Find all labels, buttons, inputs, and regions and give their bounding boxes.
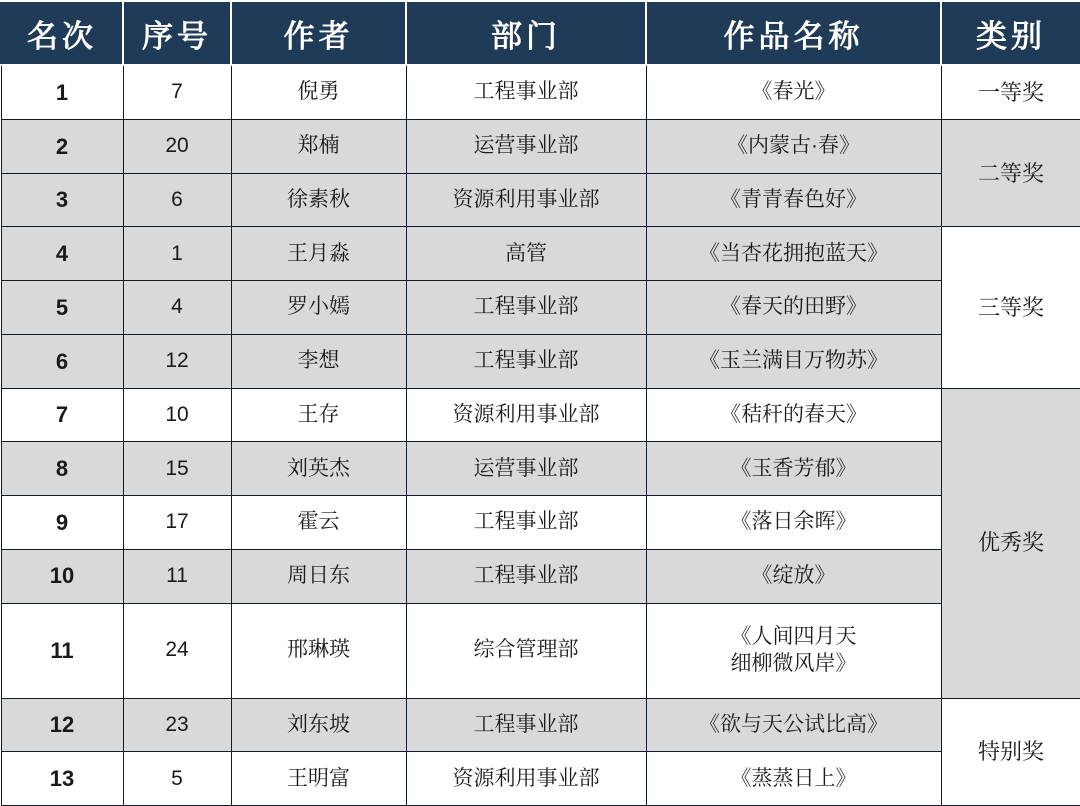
- header-row: [1, 1, 1080, 65]
- cell-author: 周日东: [231, 549, 406, 603]
- column-header-category: 类别: [941, 1, 1080, 65]
- cell-department: 工程事业部: [406, 549, 646, 603]
- work-title-line: 《玉香芳郁》: [730, 456, 857, 480]
- work-title-line: 《人间四月天: [730, 625, 857, 649]
- cell-number: 4: [123, 281, 231, 335]
- cell-category: 优秀奖: [941, 388, 1080, 698]
- cell-rank: 11: [1, 603, 123, 698]
- table-row: [1, 442, 1080, 496]
- work-title-line: 《玉兰满目万物苏》: [699, 349, 888, 373]
- cell-category: 三等奖: [941, 227, 1080, 388]
- cell-rank: 6: [1, 334, 123, 388]
- column-header-author: 作者: [231, 1, 406, 65]
- cell-author: 刘英杰: [231, 442, 406, 496]
- cell-rank: 5: [1, 281, 123, 335]
- cell-work-title: [646, 698, 941, 752]
- cell-category: 一等奖: [941, 65, 1080, 120]
- work-title-line: 《青青春色好》: [720, 187, 867, 211]
- cell-rank: 13: [1, 752, 123, 806]
- cell-author: 倪勇: [231, 65, 406, 120]
- cell-work-title: [646, 65, 941, 120]
- cell-number: 7: [123, 65, 231, 120]
- cell-category: 二等奖: [941, 120, 1080, 227]
- cell-author: 霍云: [231, 496, 406, 550]
- table-body: [1, 65, 1080, 806]
- cell-rank: 7: [1, 388, 123, 442]
- work-title-line: 《蒸蒸日上》: [730, 766, 857, 790]
- cell-author: 王明富: [231, 752, 406, 806]
- work-title-line: 《落日余晖》: [730, 510, 857, 534]
- cell-rank: 8: [1, 442, 123, 496]
- table-row: [1, 752, 1080, 806]
- cell-author: 王月淼: [231, 227, 406, 281]
- cell-department: 工程事业部: [406, 334, 646, 388]
- cell-work-title: [646, 603, 941, 698]
- work-title-line: 《欲与天公试比高》: [699, 712, 888, 736]
- work-title-line: 《绽放》: [751, 564, 836, 588]
- cell-department: 综合管理部: [406, 603, 646, 698]
- cell-department: 资源利用事业部: [406, 752, 646, 806]
- column-header-number: 序号: [123, 1, 231, 65]
- cell-author: 徐素秋: [231, 173, 406, 227]
- cell-author: 李想: [231, 334, 406, 388]
- cell-work-title: [646, 549, 941, 603]
- work-title-line: 《春光》: [751, 80, 836, 104]
- column-header-department: 部门: [406, 1, 646, 65]
- cell-department: 运营事业部: [406, 442, 646, 496]
- table-row: [1, 603, 1080, 698]
- cell-department: 资源利用事业部: [406, 173, 646, 227]
- cell-rank: 4: [1, 227, 123, 281]
- cell-rank: 12: [1, 698, 123, 752]
- work-title-line: 《秸秆的春天》: [720, 402, 867, 426]
- cell-department: 工程事业部: [406, 65, 646, 120]
- cell-number: 12: [123, 334, 231, 388]
- table-row: [1, 120, 1080, 174]
- cell-department: 工程事业部: [406, 698, 646, 752]
- cell-work-title: [646, 752, 941, 806]
- cell-number: 10: [123, 388, 231, 442]
- cell-department: 运营事业部: [406, 120, 646, 174]
- cell-rank: 10: [1, 549, 123, 603]
- cell-work-title: [646, 227, 941, 281]
- table-row: [1, 173, 1080, 227]
- table-row: [1, 227, 1080, 281]
- table-row: [1, 496, 1080, 550]
- cell-work-title: [646, 496, 941, 550]
- cell-work-title: [646, 334, 941, 388]
- work-title-line: 《当杏花拥抱蓝天》: [699, 241, 888, 265]
- cell-number: 17: [123, 496, 231, 550]
- work-title-line: 《春天的田野》: [720, 295, 867, 319]
- cell-work-title: [646, 120, 941, 174]
- cell-department: 工程事业部: [406, 281, 646, 335]
- cell-rank: 2: [1, 120, 123, 174]
- table-row: [1, 698, 1080, 752]
- table-header: [1, 1, 1080, 65]
- cell-work-title: [646, 281, 941, 335]
- table-row: [1, 281, 1080, 335]
- column-header-work-title: 作品名称: [646, 1, 941, 65]
- cell-author: 郑楠: [231, 120, 406, 174]
- work-title-line: 《内蒙古·春》: [727, 134, 860, 158]
- cell-number: 15: [123, 442, 231, 496]
- cell-author: 罗小嫣: [231, 281, 406, 335]
- cell-number: 1: [123, 227, 231, 281]
- cell-department: 工程事业部: [406, 496, 646, 550]
- cell-author: 王存: [231, 388, 406, 442]
- table-row: [1, 65, 1080, 120]
- work-title-line: 细柳微风岸》: [730, 651, 857, 675]
- table-row: [1, 388, 1080, 442]
- cell-number: 11: [123, 549, 231, 603]
- column-header-rank: 名次: [1, 1, 123, 65]
- cell-author: 刘东坡: [231, 698, 406, 752]
- cell-rank: 3: [1, 173, 123, 227]
- cell-author: 邢琳瑛: [231, 603, 406, 698]
- cell-work-title: [646, 173, 941, 227]
- cell-category: 特别奖: [941, 698, 1080, 805]
- cell-department: 高管: [406, 227, 646, 281]
- cell-rank: 1: [1, 65, 123, 120]
- cell-work-title: [646, 388, 941, 442]
- cell-number: 23: [123, 698, 231, 752]
- cell-number: 24: [123, 603, 231, 698]
- table-row: [1, 334, 1080, 388]
- cell-number: 6: [123, 173, 231, 227]
- cell-department: 资源利用事业部: [406, 388, 646, 442]
- cell-number: 5: [123, 752, 231, 806]
- table-row: [1, 549, 1080, 603]
- cell-work-title: [646, 442, 941, 496]
- cell-number: 20: [123, 120, 231, 174]
- cell-rank: 9: [1, 496, 123, 550]
